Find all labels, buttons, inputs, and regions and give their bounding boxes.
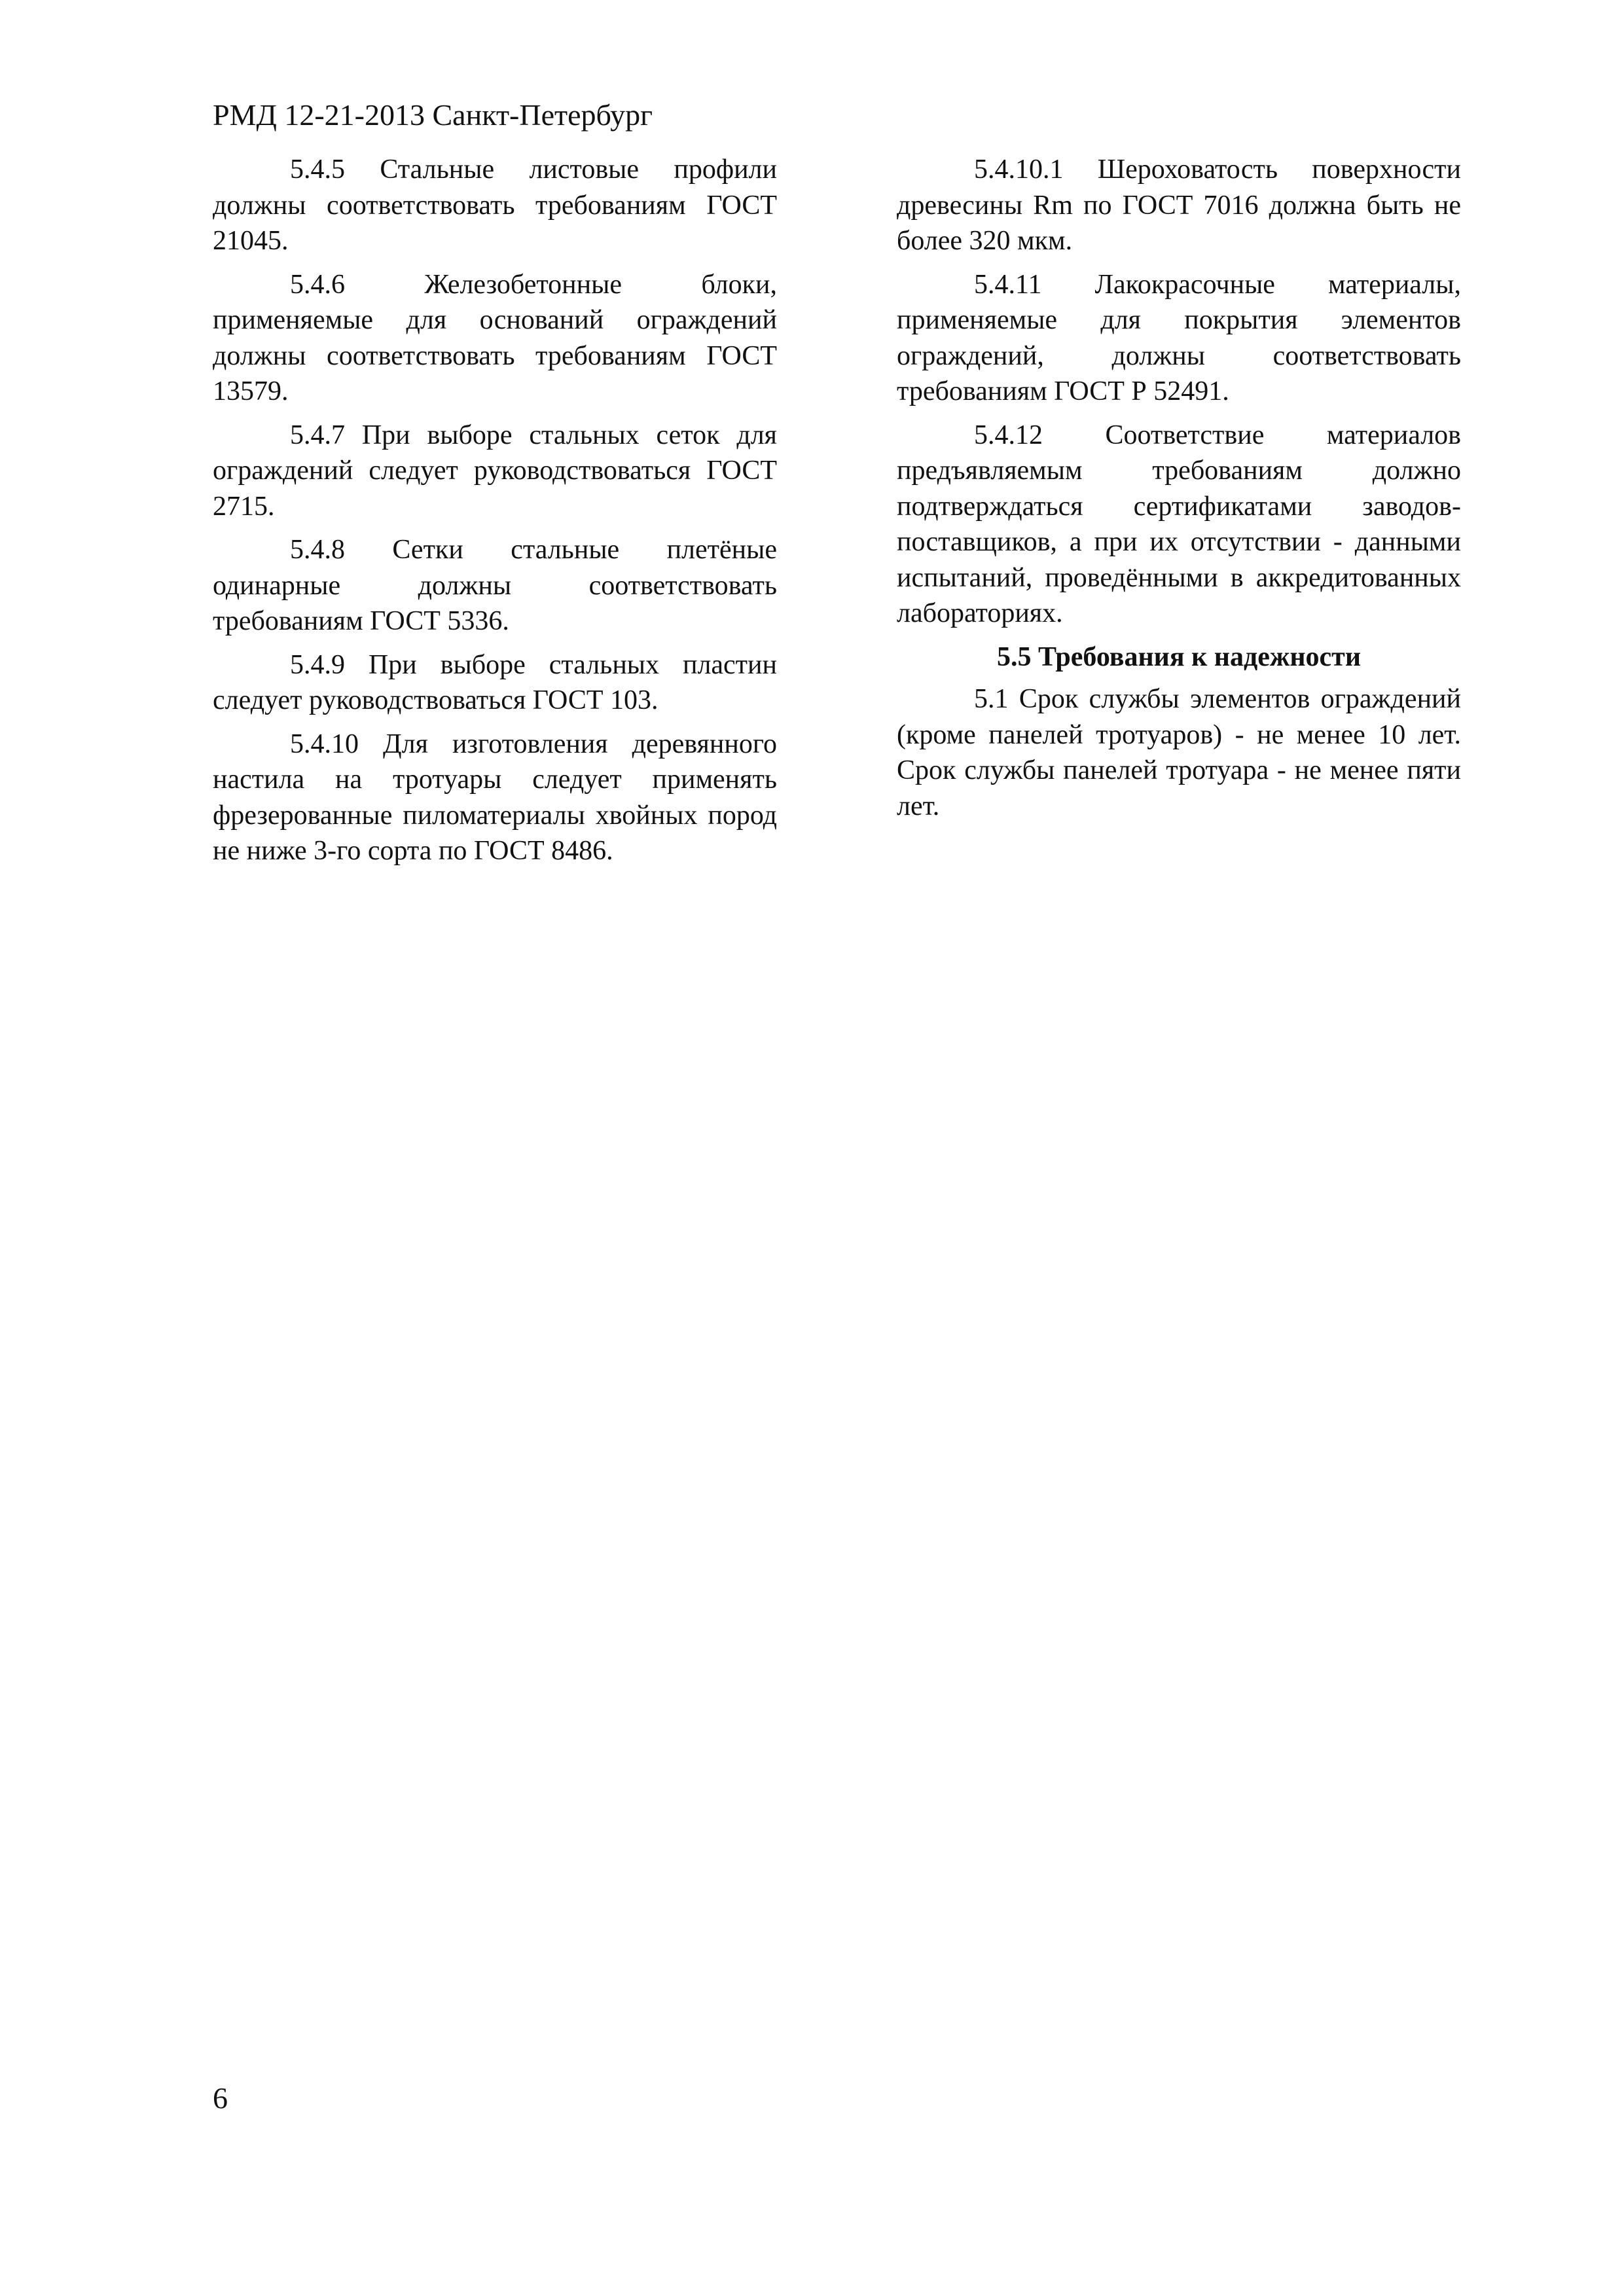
paragraph-5-4-8: 5.4.8 Сетки стальные плетёные одинарные должны соответствовать требованиям ГОСТ 5336. xyxy=(213,535,777,636)
paragraph-5-4-6: 5.4.6 Железобетонные блоки, применяемые для оснований ограждений должны соответствовать требованиям ГОСТ 13579. xyxy=(213,269,777,406)
paragraph-5-4-10-1: 5.4.10.1 Шероховатость поверхности древесины Rm по ГОСТ 7016 должна быть не более 320 мкм. xyxy=(897,154,1461,256)
paragraph-5-4-9: 5.4.9 При выборе стальных пластин следует руководствоваться ГОСТ 103. xyxy=(213,649,777,715)
paragraph-5-4-7: 5.4.7 При выборе стальных сеток для ограждений следует руководствоваться ГОСТ 2715. xyxy=(213,420,777,522)
paragraph-5-4-11: 5.4.11 Лакокрасочные материалы, применяемые для покрытия элементов ограждений, должны соответствовать требованиям ГОСТ Р 52491. xyxy=(897,269,1461,406)
paragraph-5-4-5: 5.4.5 Стальные листовые профили должны соответствовать требованиям ГОСТ 21045. xyxy=(213,154,777,256)
document-header: РМД 12-21-2013 Санкт-Петербург xyxy=(213,98,653,132)
paragraph-5-1: 5.1 Срок службы элементов ограждений (кроме панелей тротуаров) - не менее 10 лет. Срок службы панелей тротуара - не менее пяти лет. xyxy=(897,684,1461,821)
section-heading-5-5: 5.5 Требования к надежности xyxy=(996,641,1362,672)
right-column xyxy=(897,152,1461,832)
paragraph-5-4-12: 5.4.12 Соответствие материалов предъявляемым требованиям должно подтверждаться сертификатами заводов-поставщиков, а при их отсутствии - данными испытаний, проведёнными в аккредитованных лабораториях. xyxy=(897,420,1461,628)
paragraph-5-4-10: 5.4.10 Для изготовления деревянного настила на тротуары следует применять фрезерованные пиломатериалы хвойных пород не ниже 3-го сорта по ГОСТ 8486. xyxy=(213,728,777,866)
page-number: 6 xyxy=(213,2081,228,2115)
left-column xyxy=(213,152,777,877)
